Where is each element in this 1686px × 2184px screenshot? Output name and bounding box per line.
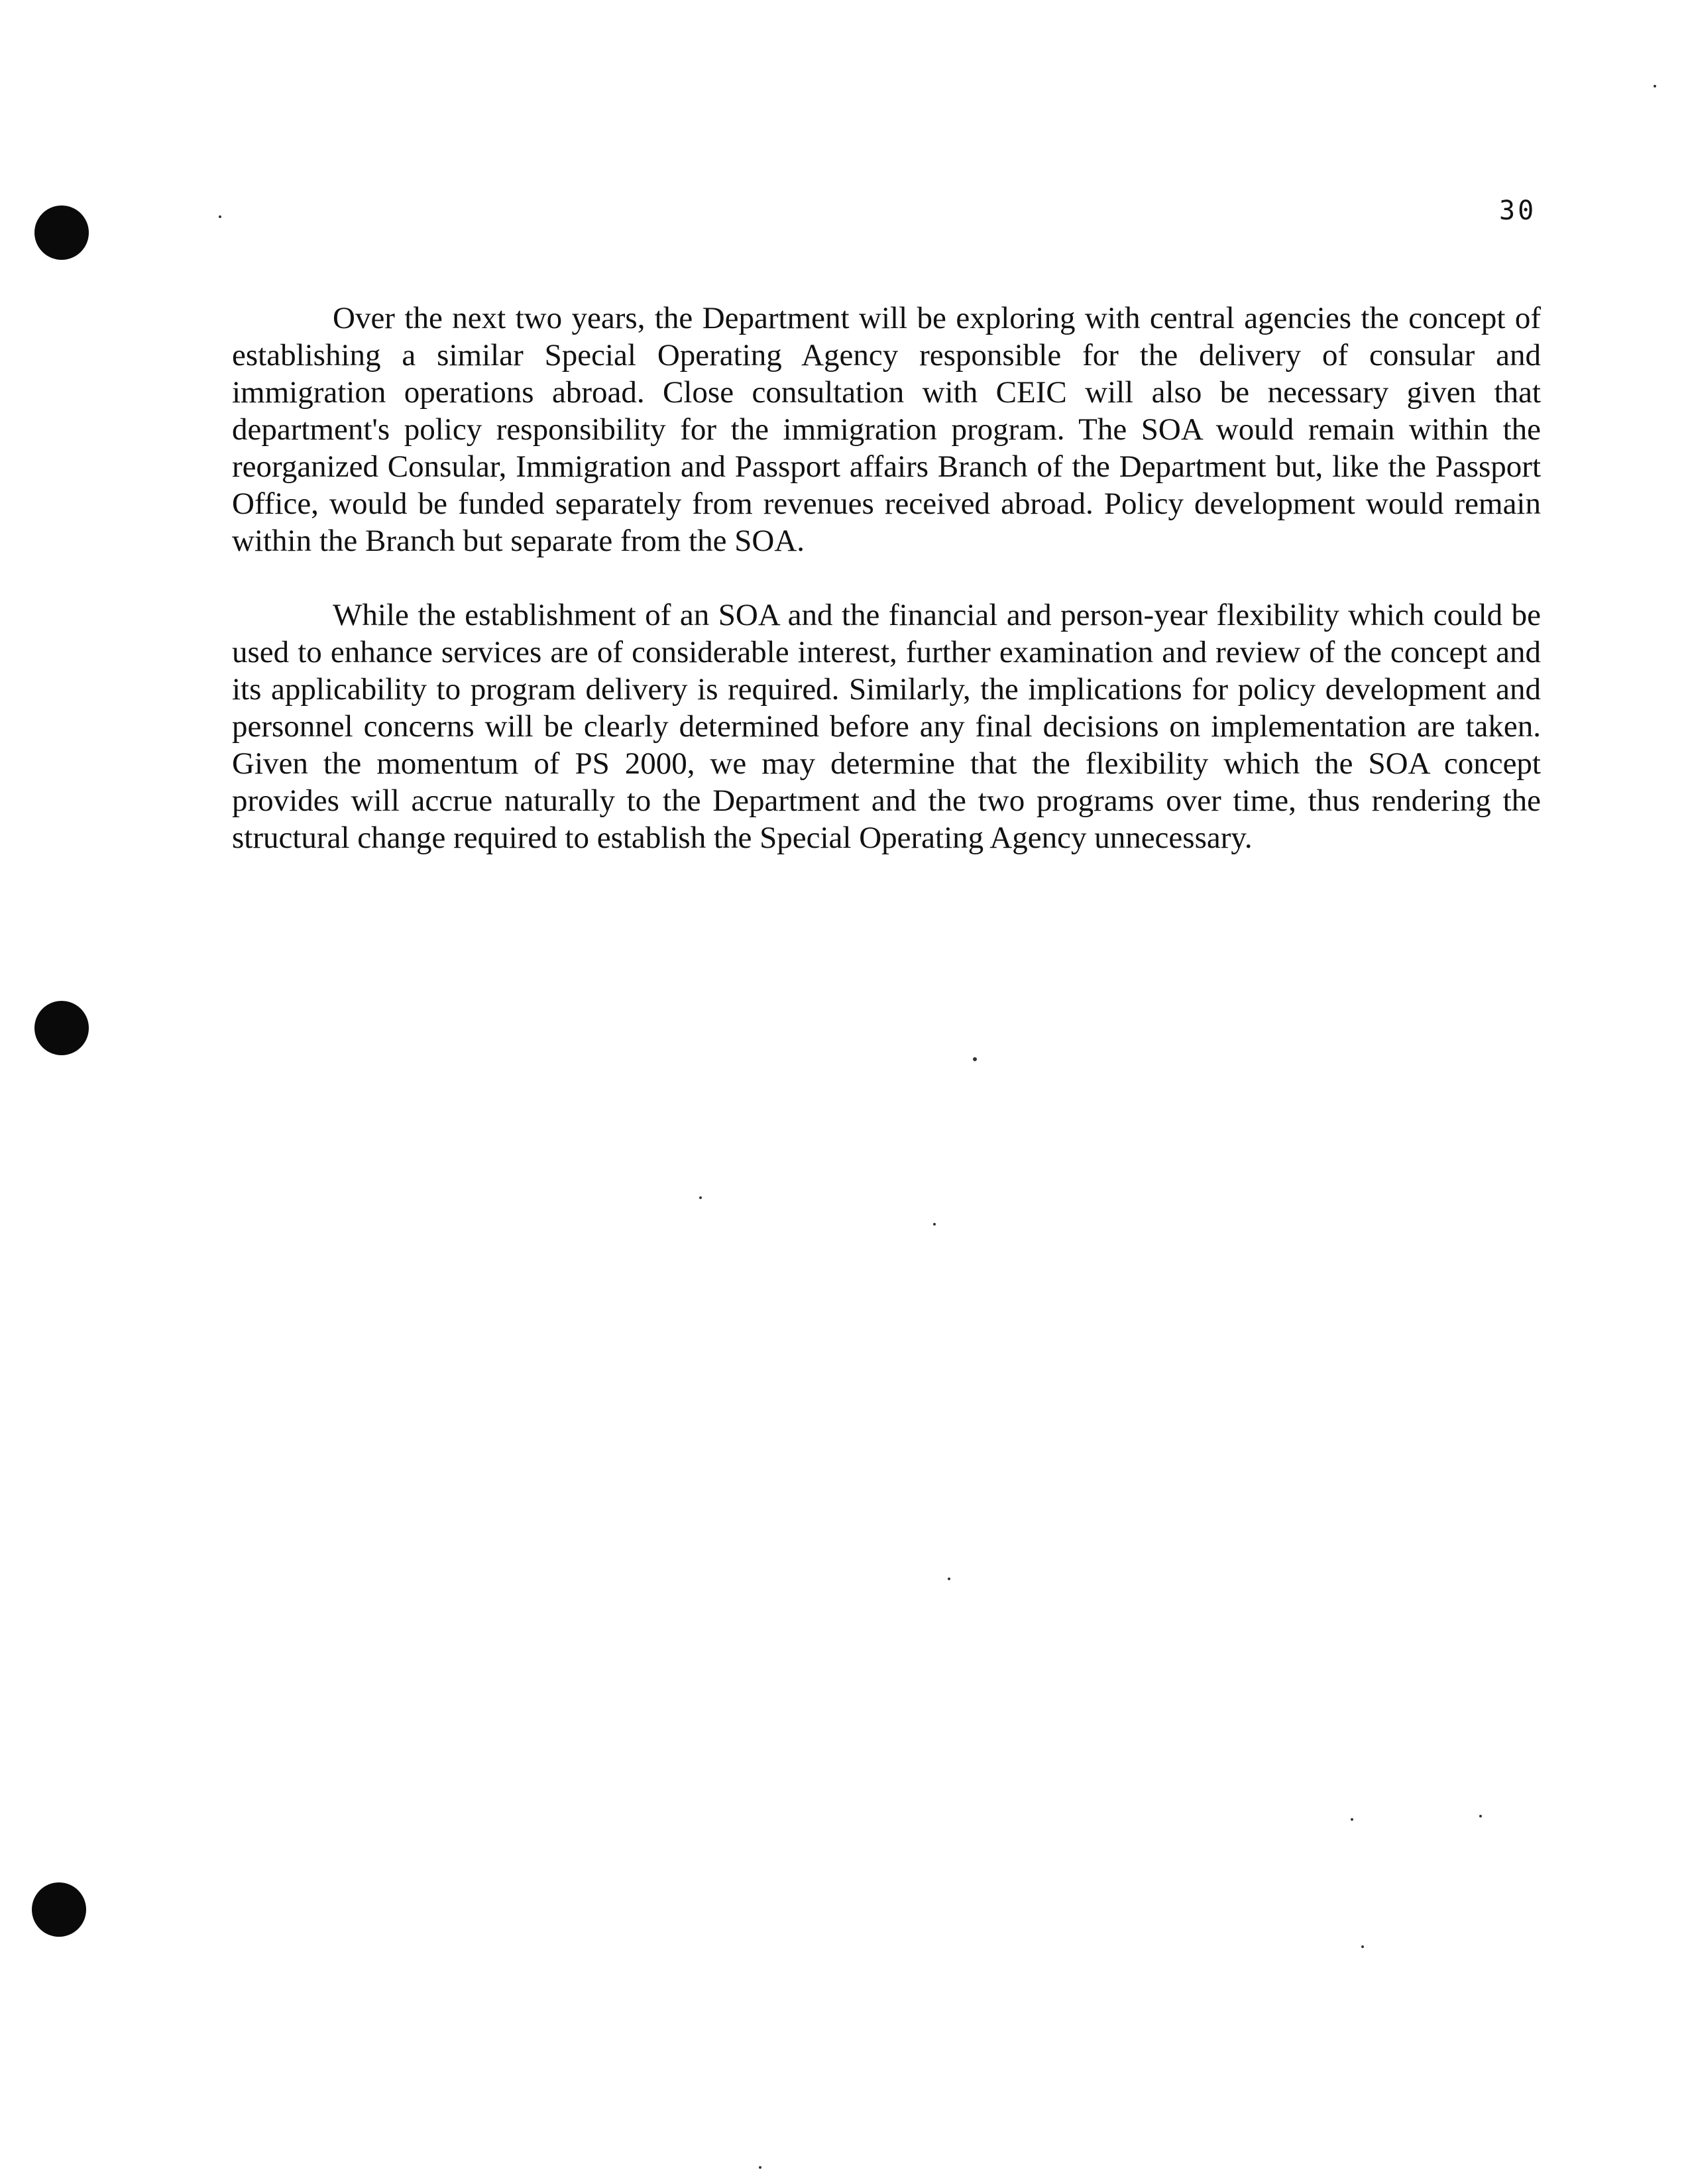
- scan-speck: [973, 1057, 977, 1061]
- paragraph-soa-flexibility: While the establishment of an SOA and the financial and person-year flexibility which could be used to enhance services are of considerable interest, further examination and review of the concept and its applicability to program delivery is required. Similarly, the implications for policy development and personnel concerns will be clearly determined before any final decisions on implementation are taken. Given the momentum of PS 2000, we may determine that the flexibility which the SOA concept provides will accrue naturally to the Department and the two programs over time, thus rendering the structural change required to establish the Special Operating Agency unnecessary.: [232, 598, 1541, 855]
- scan-speck: [219, 215, 221, 218]
- scan-speck: [1351, 1818, 1353, 1821]
- punch-hole-middle: [34, 1001, 89, 1055]
- scan-speck: [699, 1196, 702, 1199]
- scan-speck: [1479, 1815, 1482, 1817]
- punch-hole-bottom: [32, 1882, 86, 1937]
- scan-speck: [1654, 85, 1656, 87]
- punch-hole-top: [34, 205, 89, 260]
- scan-speck: [759, 2166, 761, 2169]
- scan-speck: [948, 1578, 950, 1580]
- scan-speck: [933, 1223, 936, 1226]
- scan-speck: [1361, 1945, 1364, 1948]
- body-text: [232, 300, 1541, 893]
- paragraph-soa-exploration: Over the next two years, the Department will be exploring with central agencies the concept of establishing a similar Special Operating Agency responsible for the delivery of consular and immigration operations abroad. Close consultation with CEIC will also be necessary given that department's policy responsibility for the immigration program. The SOA would remain within the reorganized Consular, Immigration and Passport affairs Branch of the Department but, like the Passport Office, would be funded separately from revenues received abroad. Policy development would remain within the Branch but separate from the SOA.: [232, 301, 1541, 558]
- page-number: 30: [1499, 196, 1537, 226]
